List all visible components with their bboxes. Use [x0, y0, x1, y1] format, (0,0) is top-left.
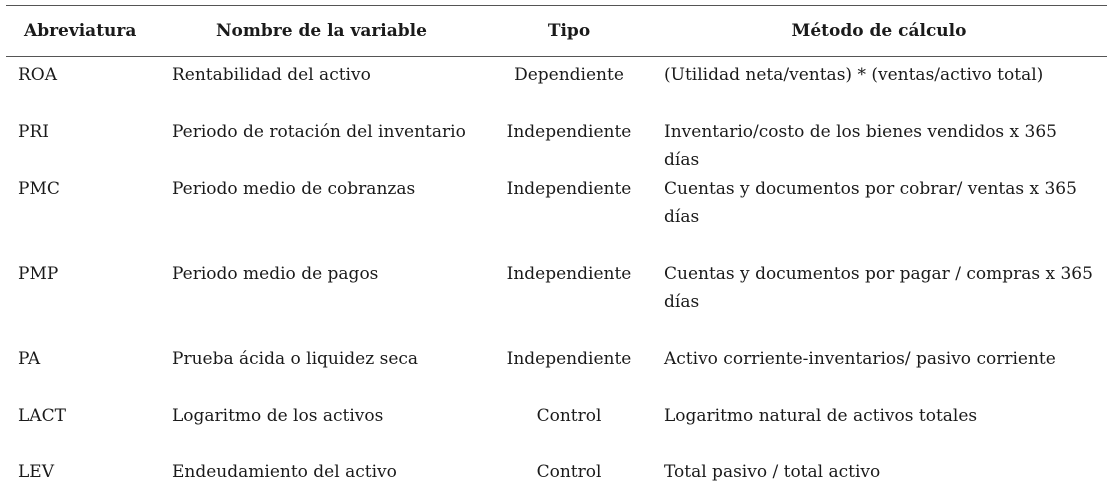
header-abbreviation: Abreviatura: [24, 21, 137, 41]
row-variable-name: Logaritmo de los activos: [172, 406, 384, 426]
row-method: Inventario/costo de los bienes vendidos x 365 días: [664, 122, 1058, 170]
row-abbreviation: LEV: [18, 462, 54, 482]
row-variable-name: Periodo medio de cobranzas: [172, 179, 416, 199]
header-rule: [6, 56, 1107, 57]
row-variable-name: Periodo de rotación del inventario: [172, 122, 466, 142]
row-type: Control: [536, 406, 602, 426]
row-method: Cuentas y documentos por cobrar/ ventas x 365 días: [664, 179, 1077, 227]
row-type: Dependiente: [514, 65, 624, 85]
row-abbreviation: PMC: [18, 179, 60, 199]
row-method: Logaritmo natural de activos totales: [664, 406, 978, 426]
row-variable-name: Endeudamiento del activo: [172, 462, 397, 482]
row-variable-name: Rentabilidad del activo: [172, 65, 371, 85]
row-type: Independiente: [506, 179, 632, 199]
row-abbreviation: ROA: [18, 65, 58, 85]
row-abbreviation: PA: [18, 349, 41, 369]
row-method: (Utilidad neta/ventas) * (ventas/activo total): [664, 65, 1044, 85]
row-abbreviation: PMP: [18, 264, 59, 284]
row-type: Independiente: [506, 349, 632, 369]
row-variable-name: Periodo medio de pagos: [172, 264, 379, 284]
row-abbreviation: PRI: [18, 122, 49, 142]
header-calculation-method: Método de cálculo: [791, 21, 967, 41]
header-variable-name: Nombre de la variable: [216, 21, 427, 41]
row-type: Independiente: [506, 264, 632, 284]
row-type: Independiente: [506, 122, 632, 142]
row-variable-name: Prueba ácida o liquidez seca: [172, 349, 419, 369]
row-method: Total pasivo / total activo: [664, 462, 881, 482]
row-method: Cuentas y documentos por pagar / compras x 365 días: [664, 264, 1093, 312]
row-abbreviation: LACT: [18, 406, 66, 426]
row-type: Control: [536, 462, 602, 482]
header-type: Tipo: [547, 21, 591, 41]
top-rule: [6, 5, 1107, 6]
row-method: Activo corriente-inventarios/ pasivo corriente: [664, 349, 1056, 369]
